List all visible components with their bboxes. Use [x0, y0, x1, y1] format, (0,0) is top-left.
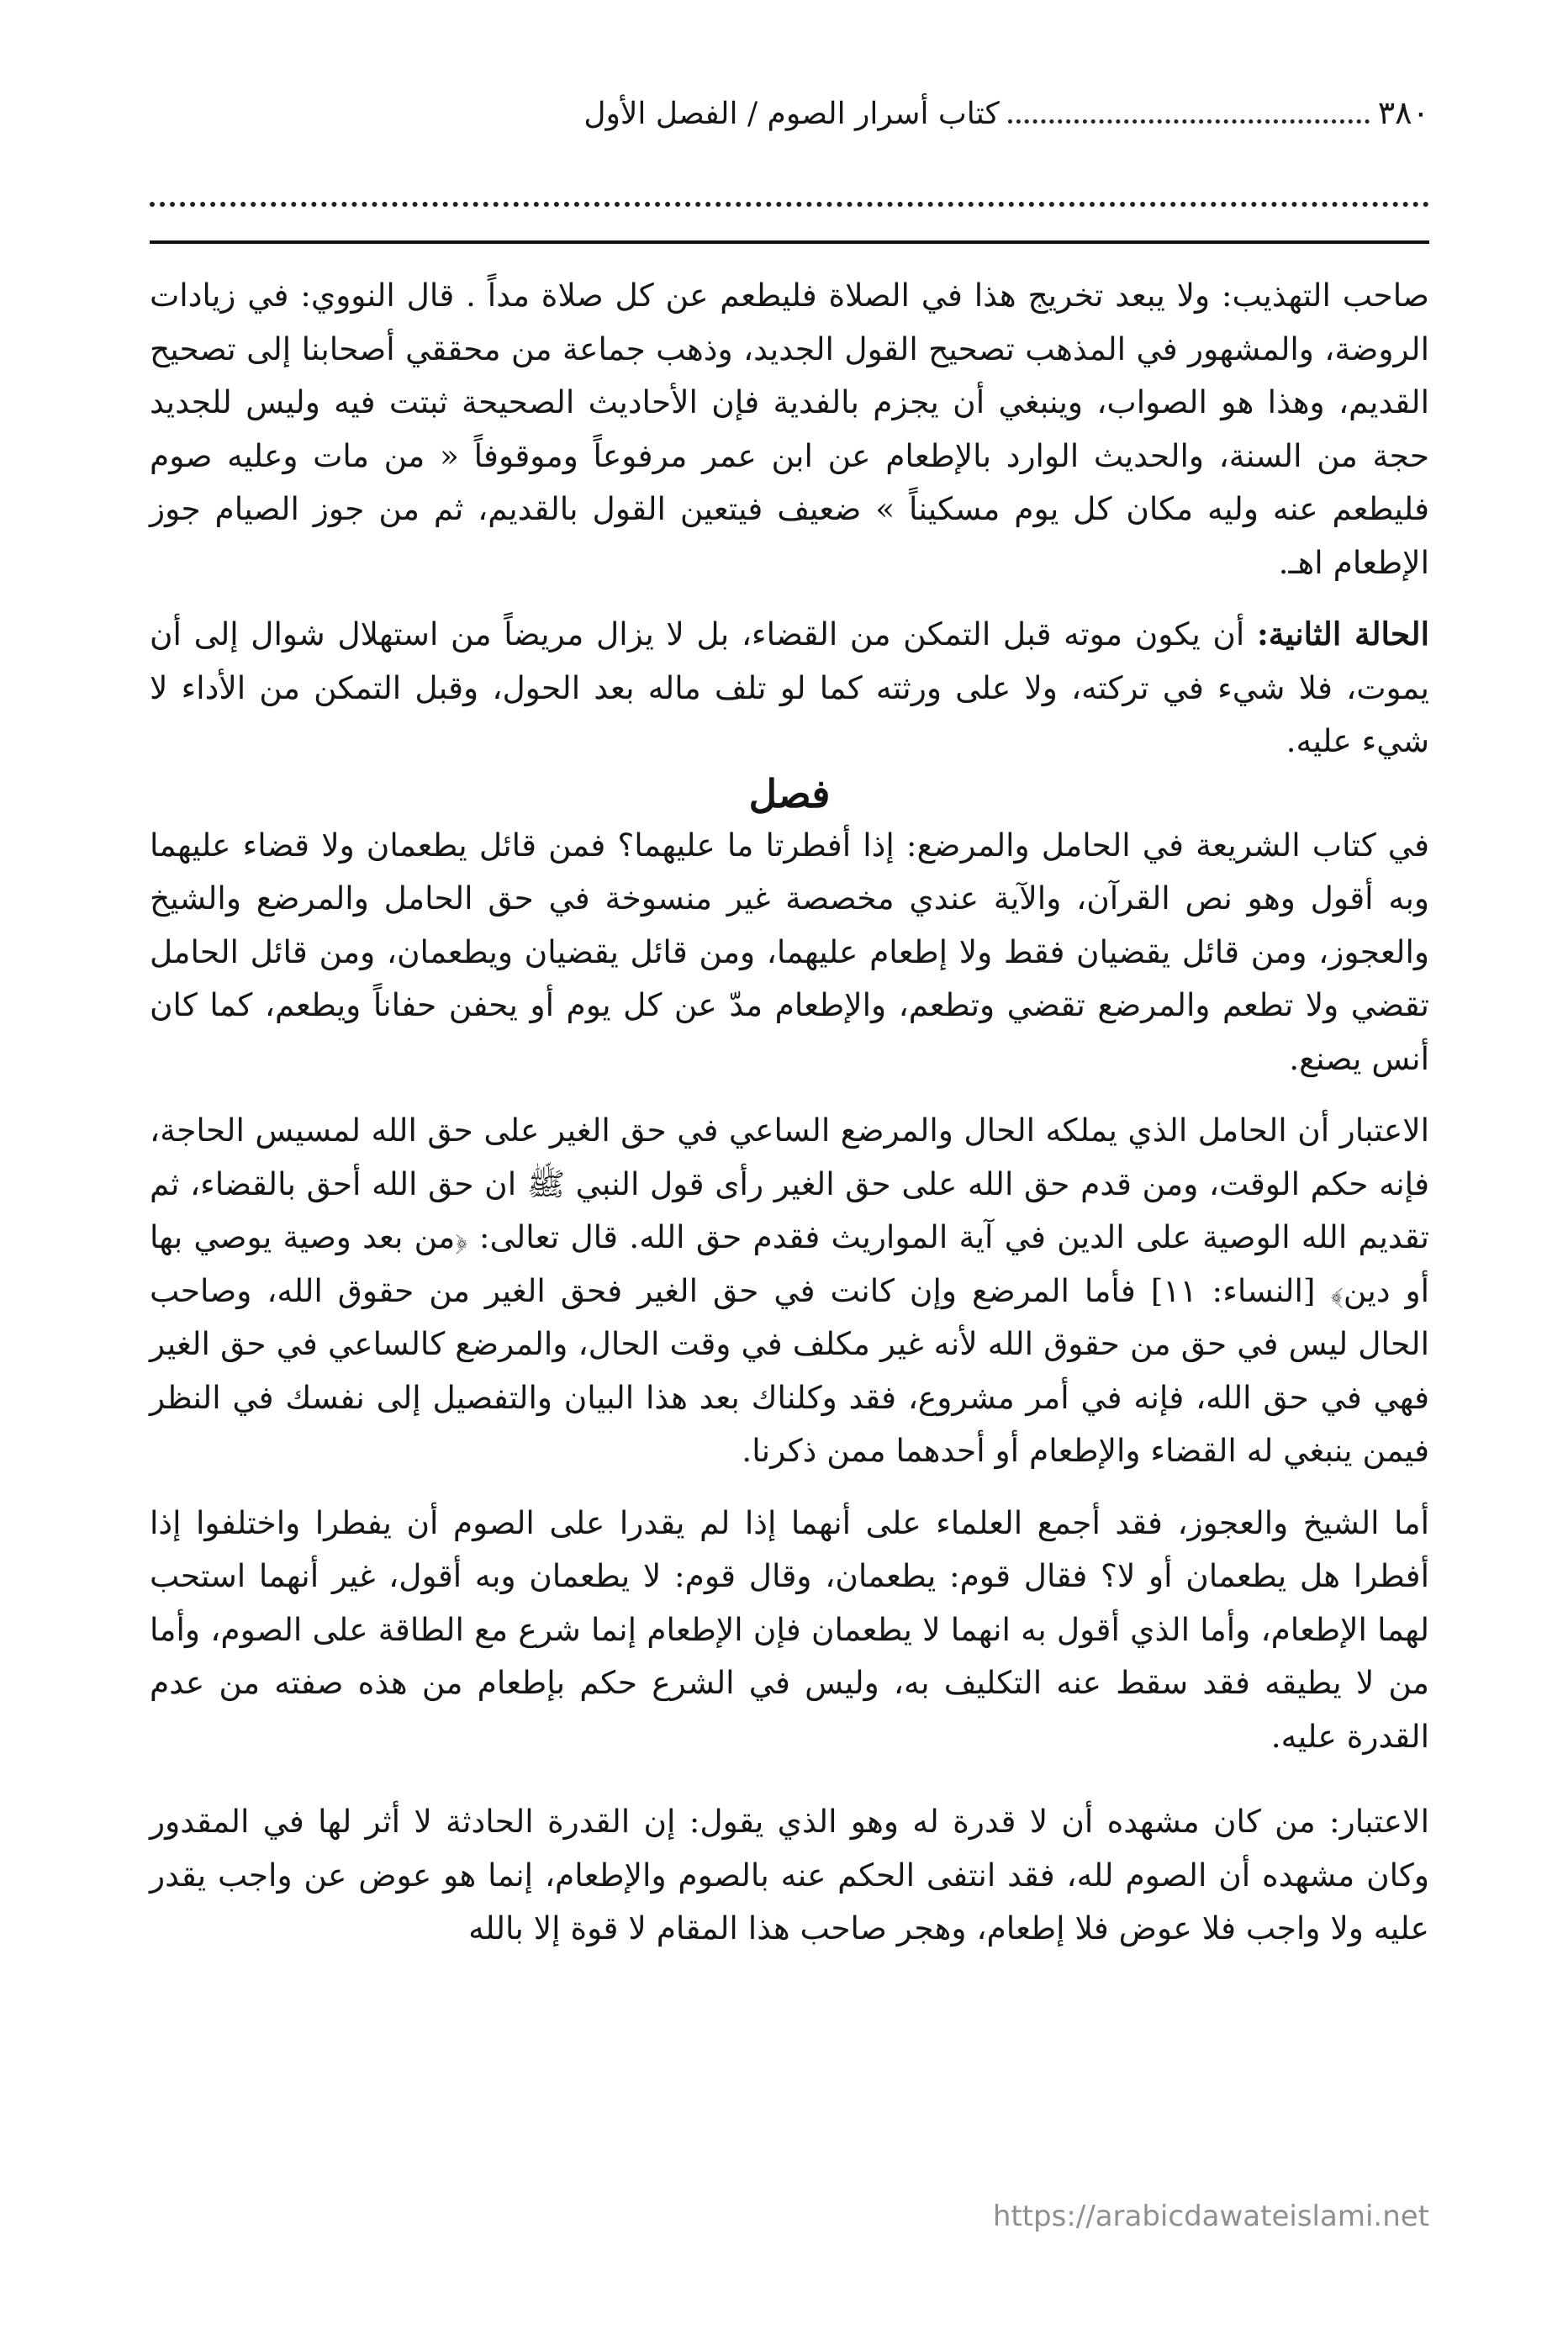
paragraph-text: أن يكون موته قبل التمكن من القضاء، بل لا يزال مريضاً من استهلال شوال إلى أن يموت، فلا شيء في تركته، ولا على ورثته كما لو تلف ماله بعد الحول، وقبل التمكن من الأداء لا شيء عليه. — [150, 615, 1429, 759]
paragraph: في كتاب الشريعة في الحامل والمرضع: إذا أفطرتا ما عليهما؟ فمن قائل يطعمان ولا قضاء عليهما وبه أقول وهو نص القرآن، والآية عندي مخصصة غير منسوخة في حق الحامل والمرضع والشيخ والعجوز، ومن قائل يقضيان فقط ولا إطعام عليهما، ومن قائل يقضيان ويطعمان، ومن قائل الحامل تقضي ولا تطعم والمرضع تقضي وتطعم، والإطعام مدّ عن كل يوم أو يحفن حفاناً ويطعم، كما كان أنس يصنع. — [150, 826, 1429, 1077]
paragraph-lead: الحالة الثانية: — [1256, 615, 1429, 652]
running-header — [150, 94, 1429, 153]
watermark-url: https://arabicdawateislami.net — [992, 2200, 1429, 2233]
paragraph — [150, 608, 1429, 769]
paragraph: صاحب التهذيب: ولا يبعد تخريج هذا في الصلاة فليطعم عن كل صلاة مداً . قال النووي: في زيادات الروضة، والمشهور في المذهب تصحيح القول الجديد، وذهب جماعة من محققي أصحابنا إلى تصحيح القديم، وهذا هو الصواب، وينبغي أن يجزم بالفدية فإن الأحاديث الصحيحة ثبتت فيه وليس للجديد حجة من السنة، والحديث الوارد بالإطعام عن ابن عمر مرفوعاً وموقوفاً « من مات وعليه صوم فليطعم عنه وليه مكان كل يوم مسكيناً » ضعيف فيتعين القول بالقديم، ثم من جوز الصيام جوز الإطعام اهـ. — [150, 277, 1429, 581]
header-rule — [150, 240, 1429, 244]
paragraph: أما الشيخ والعجوز، فقد أجمع العلماء على أنهما إذا لم يقدرا على الصوم أن يفطرا واختلفوا إذا أفطرا هل يطعمان أو لا؟ فقال قوم: يطعمان، وقال قوم: لا يطعمان وبه أقول، غير أنهما استحب لهما الإطعام، وأما الذي أقول به انهما لا يطعمان فإن الإطعام إنما شرع مع الطاقة على الصوم، وأما من لا يطيقه فقد سقط عنه التكليف به، وليس في الشرع حكم بإطعام من هذه صفته من عدم القدرة عليه. — [150, 1503, 1429, 1755]
paragraph: الاعتبار: من كان مشهده أن لا قدرة له وهو الذي يقول: إن القدرة الحادثة لا أثر لها في المقدور وكان مشهده أن الصوم لله، فقد انتفى الحكم عنه بالصوم والإطعام، إنما هو عوض عن واجب يقدر عليه ولا واجب فلا عوض فلا إطعام، وهجر صاحب هذا المقام لا قوة إلا بالله — [150, 1803, 1429, 1947]
body-text — [150, 269, 1429, 1956]
section-heading: فصل — [748, 770, 831, 816]
book-title: كتاب أسرار الصوم / الفصل الأول — [583, 97, 1000, 131]
header-leader-dots — [1008, 98, 1370, 124]
paragraph: الاعتبار أن الحامل الذي يملكه الحال والمرضع الساعي في حق الغير على حق الله لمسيس الحاجة، فإنه حكم الوقت، ومن قدم حق الله على حق الغير رأى قول النبي ﷺ ان حق الله أحق بالقضاء، ثم تقديم الله الوصية على الدين في آية المواريث فقدم حق الله. قال تعالى: ﴿من بعد وصية يوصي بها أو دين﴾ [النساء: ١١] فأما المرضع وإن كانت في حق الغير فحق الغير من حقوق الله، وصاحب الحال ليس في حق من حقوق الله لأنه غير مكلف في وقت الحال، والمرضع كالساعي في حق الغير فهي في حق الله، فإنه في أمر مشروع، فقد وكلناك بعد هذا البيان والتفصيل إلى نفسك في النظر فيمن ينبغي له القضاء والإطعام أو أحدهما ممن ذكرنا. — [150, 1112, 1429, 1469]
page-number: ٣٨٠ — [1377, 94, 1429, 131]
header-dotted-line — [150, 202, 1429, 207]
